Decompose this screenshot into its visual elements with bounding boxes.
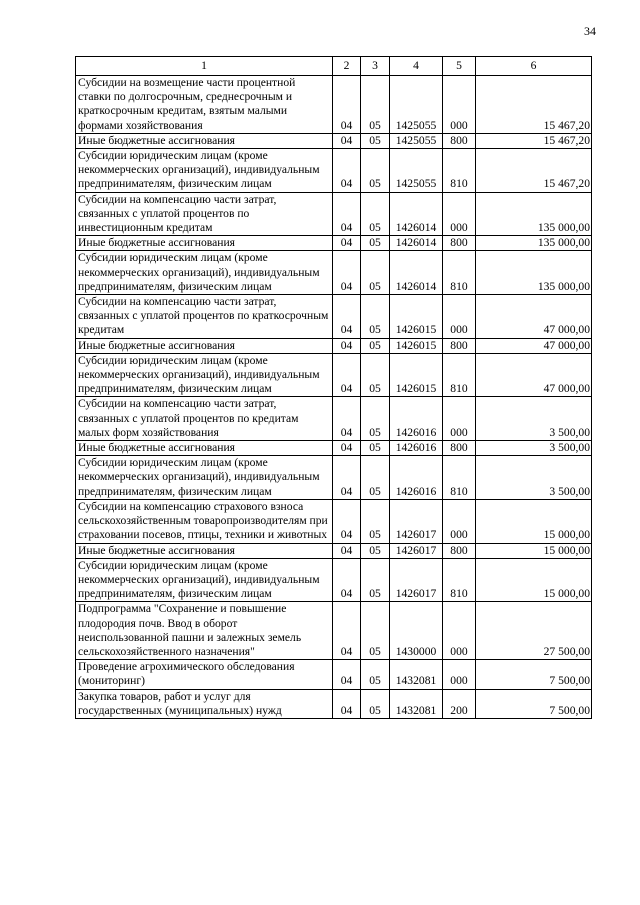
row-target-code: 1425055 bbox=[390, 76, 443, 134]
row-name: Иные бюджетные ассигнования bbox=[76, 543, 333, 558]
row-target-code: 1426016 bbox=[390, 397, 443, 441]
row-section: 04 bbox=[333, 76, 361, 134]
header-col-3: 3 bbox=[361, 57, 390, 76]
row-name: Иные бюджетные ассигнования bbox=[76, 338, 333, 353]
row-amount: 3 500,00 bbox=[476, 397, 592, 441]
header-col-1: 1 bbox=[76, 57, 333, 76]
table-row bbox=[76, 397, 592, 441]
table-row bbox=[76, 558, 592, 602]
row-subsection: 05 bbox=[361, 133, 390, 148]
row-subsection: 05 bbox=[361, 660, 390, 689]
row-target-code: 1426014 bbox=[390, 236, 443, 251]
row-amount: 3 500,00 bbox=[476, 456, 592, 500]
row-subsection: 05 bbox=[361, 353, 390, 397]
row-target-code: 1426017 bbox=[390, 558, 443, 602]
row-name: Субсидии на возмещение части процентной ставки по долгосрочным, среднесрочным и краткосрочным кредитам, взятым малыми формами хозяйствования bbox=[76, 76, 333, 134]
row-name: Субсидии на компенсацию части затрат, связанных с уплатой процентов по инвестиционным кредитам bbox=[76, 192, 333, 236]
row-amount: 15 467,20 bbox=[476, 149, 592, 193]
row-amount: 47 000,00 bbox=[476, 353, 592, 397]
budget-table bbox=[75, 56, 592, 719]
row-subsection: 05 bbox=[361, 338, 390, 353]
table-row bbox=[76, 295, 592, 339]
row-amount: 27 500,00 bbox=[476, 602, 592, 660]
row-subsection: 05 bbox=[361, 251, 390, 295]
row-amount: 47 000,00 bbox=[476, 295, 592, 339]
row-name: Иные бюджетные ассигнования bbox=[76, 133, 333, 148]
row-name: Субсидии юридическим лицам (кроме некоммерческих организаций), индивидуальным предпринимателям, физическим лицам bbox=[76, 456, 333, 500]
row-target-code: 1426017 bbox=[390, 543, 443, 558]
row-expense-type: 810 bbox=[443, 456, 476, 500]
table-row bbox=[76, 76, 592, 134]
row-section: 04 bbox=[333, 499, 361, 543]
row-expense-type: 000 bbox=[443, 499, 476, 543]
row-section: 04 bbox=[333, 149, 361, 193]
row-subsection: 05 bbox=[361, 558, 390, 602]
table-row bbox=[76, 602, 592, 660]
row-section: 04 bbox=[333, 543, 361, 558]
page-number: 34 bbox=[584, 24, 596, 38]
row-expense-type: 000 bbox=[443, 76, 476, 134]
row-name: Иные бюджетные ассигнования bbox=[76, 441, 333, 456]
row-expense-type: 000 bbox=[443, 192, 476, 236]
row-expense-type: 810 bbox=[443, 558, 476, 602]
row-target-code: 1426017 bbox=[390, 499, 443, 543]
row-subsection: 05 bbox=[361, 543, 390, 558]
table-row bbox=[76, 441, 592, 456]
header-col-6: 6 bbox=[476, 57, 592, 76]
row-subsection: 05 bbox=[361, 192, 390, 236]
row-section: 04 bbox=[333, 558, 361, 602]
row-section: 04 bbox=[333, 602, 361, 660]
table-row bbox=[76, 133, 592, 148]
row-expense-type: 000 bbox=[443, 295, 476, 339]
row-amount: 135 000,00 bbox=[476, 251, 592, 295]
row-target-code: 1426014 bbox=[390, 192, 443, 236]
row-amount: 15 000,00 bbox=[476, 543, 592, 558]
row-subsection: 05 bbox=[361, 76, 390, 134]
row-section: 04 bbox=[333, 251, 361, 295]
table-row bbox=[76, 353, 592, 397]
table-row bbox=[76, 689, 592, 718]
header-col-2: 2 bbox=[333, 57, 361, 76]
row-section: 04 bbox=[333, 295, 361, 339]
row-section: 04 bbox=[333, 456, 361, 500]
row-target-code: 1430000 bbox=[390, 602, 443, 660]
row-target-code: 1432081 bbox=[390, 660, 443, 689]
row-expense-type: 810 bbox=[443, 149, 476, 193]
table-row bbox=[76, 192, 592, 236]
row-name: Субсидии юридическим лицам (кроме некоммерческих организаций), индивидуальным предпринимателям, физическим лицам bbox=[76, 251, 333, 295]
row-expense-type: 000 bbox=[443, 602, 476, 660]
row-name: Иные бюджетные ассигнования bbox=[76, 236, 333, 251]
header-col-5: 5 bbox=[443, 57, 476, 76]
row-target-code: 1432081 bbox=[390, 689, 443, 718]
row-section: 04 bbox=[333, 441, 361, 456]
row-amount: 7 500,00 bbox=[476, 660, 592, 689]
row-amount: 15 000,00 bbox=[476, 499, 592, 543]
row-target-code: 1426016 bbox=[390, 441, 443, 456]
row-section: 04 bbox=[333, 353, 361, 397]
row-target-code: 1425055 bbox=[390, 149, 443, 193]
table-row bbox=[76, 251, 592, 295]
row-name: Подпрограмма "Сохранение и повышение плодородия почв. Ввод в оборот неиспользованной пашни и залежных земель сельскохозяйственного назначения" bbox=[76, 602, 333, 660]
row-expense-type: 800 bbox=[443, 236, 476, 251]
row-name: Субсидии на компенсацию страхового взноса сельскохозяйственным товаропроизводителям при страховании посевов, птицы, техники и животных bbox=[76, 499, 333, 543]
row-subsection: 05 bbox=[361, 689, 390, 718]
row-expense-type: 800 bbox=[443, 338, 476, 353]
row-amount: 135 000,00 bbox=[476, 192, 592, 236]
table-row bbox=[76, 338, 592, 353]
table-row bbox=[76, 499, 592, 543]
row-target-code: 1426016 bbox=[390, 456, 443, 500]
row-target-code: 1426015 bbox=[390, 338, 443, 353]
row-section: 04 bbox=[333, 192, 361, 236]
row-name: Субсидии юридическим лицам (кроме некоммерческих организаций), индивидуальным предпринимателям, физическим лицам bbox=[76, 353, 333, 397]
row-section: 04 bbox=[333, 689, 361, 718]
row-subsection: 05 bbox=[361, 456, 390, 500]
row-amount: 15 467,20 bbox=[476, 76, 592, 134]
row-subsection: 05 bbox=[361, 441, 390, 456]
row-expense-type: 800 bbox=[443, 441, 476, 456]
row-name: Субсидии юридическим лицам (кроме некоммерческих организаций), индивидуальным предпринимателям, физическим лицам bbox=[76, 149, 333, 193]
table-row bbox=[76, 660, 592, 689]
row-section: 04 bbox=[333, 236, 361, 251]
row-section: 04 bbox=[333, 660, 361, 689]
row-expense-type: 800 bbox=[443, 543, 476, 558]
row-expense-type: 810 bbox=[443, 251, 476, 295]
header-row bbox=[76, 57, 592, 76]
table-row bbox=[76, 149, 592, 193]
row-subsection: 05 bbox=[361, 602, 390, 660]
table-row bbox=[76, 456, 592, 500]
row-expense-type: 800 bbox=[443, 133, 476, 148]
table-row bbox=[76, 543, 592, 558]
table-row bbox=[76, 236, 592, 251]
row-amount: 3 500,00 bbox=[476, 441, 592, 456]
row-subsection: 05 bbox=[361, 499, 390, 543]
row-subsection: 05 bbox=[361, 397, 390, 441]
row-amount: 135 000,00 bbox=[476, 236, 592, 251]
row-expense-type: 200 bbox=[443, 689, 476, 718]
header-col-4: 4 bbox=[390, 57, 443, 76]
row-subsection: 05 bbox=[361, 149, 390, 193]
row-target-code: 1426014 bbox=[390, 251, 443, 295]
row-section: 04 bbox=[333, 338, 361, 353]
row-expense-type: 000 bbox=[443, 660, 476, 689]
row-subsection: 05 bbox=[361, 236, 390, 251]
row-amount: 7 500,00 bbox=[476, 689, 592, 718]
row-name: Проведение агрохимического обследования (мониторинг) bbox=[76, 660, 333, 689]
row-target-code: 1426015 bbox=[390, 295, 443, 339]
row-amount: 15 000,00 bbox=[476, 558, 592, 602]
row-expense-type: 000 bbox=[443, 397, 476, 441]
row-target-code: 1426015 bbox=[390, 353, 443, 397]
row-name: Субсидии на компенсацию части затрат, связанных с уплатой процентов по кредитам малых форм хозяйствования bbox=[76, 397, 333, 441]
row-section: 04 bbox=[333, 397, 361, 441]
row-name: Закупка товаров, работ и услуг для государственных (муниципальных) нужд bbox=[76, 689, 333, 718]
row-subsection: 05 bbox=[361, 295, 390, 339]
row-amount: 15 467,20 bbox=[476, 133, 592, 148]
row-amount: 47 000,00 bbox=[476, 338, 592, 353]
row-name: Субсидии на компенсацию части затрат, связанных с уплатой процентов по краткосрочным кредитам bbox=[76, 295, 333, 339]
row-name: Субсидии юридическим лицам (кроме некоммерческих организаций), индивидуальным предпринимателям, физическим лицам bbox=[76, 558, 333, 602]
row-expense-type: 810 bbox=[443, 353, 476, 397]
row-section: 04 bbox=[333, 133, 361, 148]
row-target-code: 1425055 bbox=[390, 133, 443, 148]
